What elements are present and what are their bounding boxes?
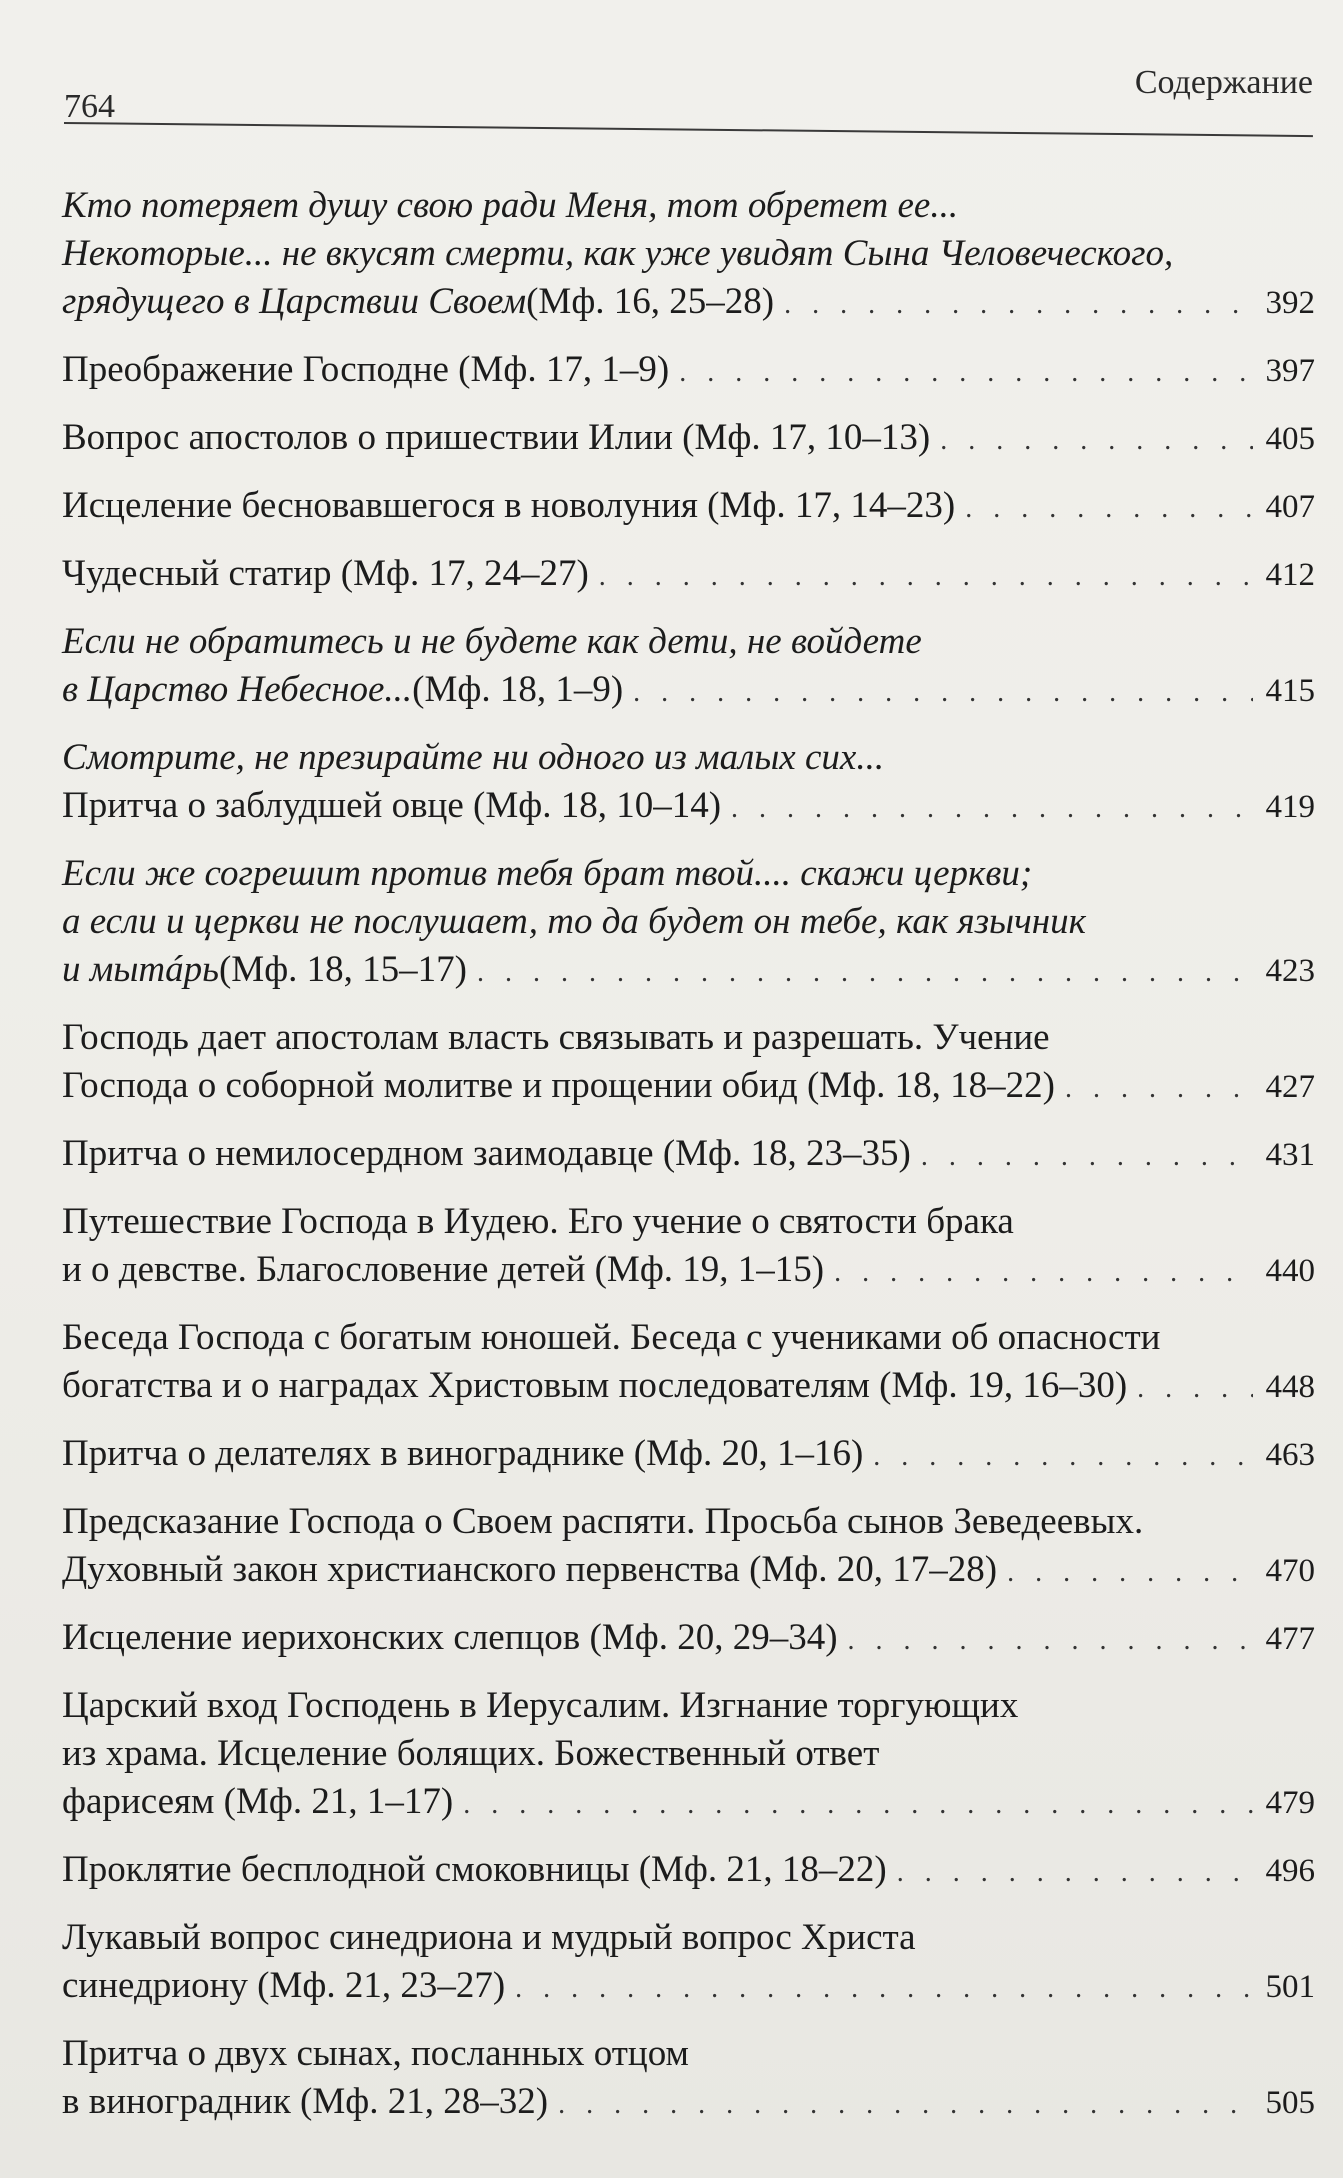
toc-entry-text: грядущего в Царствии Своем	[62, 281, 527, 322]
toc-entry	[62, 182, 1315, 329]
toc-entry	[62, 618, 1315, 717]
toc-entry-line	[62, 1062, 1315, 1113]
toc-entry	[62, 1198, 1315, 1297]
toc-entry-line	[62, 898, 1315, 946]
toc-entry	[62, 1498, 1315, 1597]
toc-entry-line	[62, 182, 1315, 230]
toc-entry-text: Господа о соборной молитве и прощении обид (Мф. 18, 18–22)	[62, 1065, 1055, 1106]
toc-entry-text: и мытáрь	[62, 949, 219, 990]
toc-entry-line	[62, 1962, 1315, 2013]
toc-entry-line	[62, 1014, 1315, 1062]
toc-page-number: 479	[1265, 1785, 1315, 1821]
toc-page-number: 431	[1265, 1137, 1315, 1173]
toc-entry-line	[62, 1730, 1315, 1778]
toc-entry-text: в Царство Небесное...	[62, 669, 413, 710]
toc-page-number: 397	[1265, 353, 1315, 389]
toc-entry-line	[62, 1130, 1315, 1181]
dot-leader	[965, 485, 1253, 533]
toc-entry-line	[62, 734, 1315, 782]
toc-page-number: 419	[1265, 789, 1315, 825]
toc-entry-line	[62, 278, 1315, 329]
dot-leader	[1065, 1065, 1253, 1113]
table-of-contents	[62, 182, 1315, 2146]
toc-entry-text: синедриону (Мф. 21, 23–27)	[62, 1965, 506, 2006]
toc-page-number: 501	[1265, 1969, 1315, 2005]
toc-entry	[62, 1914, 1315, 2013]
toc-entry-line	[62, 850, 1315, 898]
toc-entry-line	[62, 1614, 1315, 1665]
toc-page-number: 392	[1265, 285, 1315, 321]
toc-entry	[62, 2030, 1315, 2129]
toc-entry-text: Лукавый вопрос синедриона и мудрый вопрос Христа	[62, 1917, 916, 1958]
toc-entry-text: Если не обратитесь и не будете как дети, не войдете	[62, 621, 922, 662]
toc-entry-line	[62, 414, 1315, 465]
toc-entry-text: Притча о делателях в винограднике (Мф. 20, 1–16)	[62, 1433, 864, 1474]
toc-entry	[62, 482, 1315, 533]
toc-entry	[62, 1130, 1315, 1181]
toc-entry-text: Предсказание Господа о Своем распяти. Просьба сынов Зеведеевых.	[62, 1501, 1144, 1542]
toc-entry-text: Смотрите, не презирайте ни одного из малых сих...	[62, 737, 885, 778]
dot-leader	[558, 2081, 1253, 2129]
dot-leader	[784, 281, 1253, 329]
dot-leader	[731, 785, 1253, 833]
toc-entry	[62, 346, 1315, 397]
toc-entry-text: Если же согрешит против тебя брат твой.... скажи церкви;	[62, 853, 1033, 894]
toc-entry	[62, 1430, 1315, 1481]
dot-leader	[515, 1965, 1253, 2013]
toc-entry-line	[62, 1778, 1315, 1829]
page-number: 764	[64, 88, 115, 125]
toc-page-number: 405	[1265, 421, 1315, 457]
toc-entry-text: Царский вход Господень в Иерусалим. Изгнание торгующих	[62, 1685, 1019, 1726]
section-title: Содержание	[1134, 64, 1313, 101]
toc-page-number: 427	[1265, 1069, 1315, 1105]
toc-entry-line	[62, 1682, 1315, 1730]
toc-entry-line	[62, 1246, 1315, 1297]
toc-entry	[62, 550, 1315, 601]
toc-page-number: 477	[1265, 1621, 1315, 1657]
dot-leader	[633, 669, 1253, 717]
dot-leader	[848, 1617, 1253, 1665]
dot-leader	[599, 553, 1253, 601]
toc-page-number: 440	[1265, 1253, 1315, 1289]
toc-entry-line	[62, 1314, 1315, 1362]
toc-entry-reference: (Мф. 16, 25–28)	[526, 281, 775, 322]
toc-entry-text: Господь дает апостолам власть связывать и разрешать. Учение	[62, 1017, 1050, 1058]
dot-leader	[1137, 1365, 1253, 1413]
toc-entry	[62, 1846, 1315, 1897]
dot-leader	[1007, 1549, 1253, 1597]
toc-page-number: 463	[1265, 1437, 1315, 1473]
toc-entry	[62, 734, 1315, 833]
toc-entry-line	[62, 1198, 1315, 1246]
toc-entry-text: в виноградник (Мф. 21, 28–32)	[62, 2081, 549, 2122]
toc-entry-text: Проклятие бесплодной смоковницы (Мф. 21, 18–22)	[62, 1849, 887, 1890]
toc-entry	[62, 850, 1315, 997]
toc-entry-line	[62, 230, 1315, 278]
toc-page-number: 448	[1265, 1369, 1315, 1405]
toc-page-number: 470	[1265, 1553, 1315, 1589]
toc-entry-line	[62, 482, 1315, 533]
toc-entry-reference: (Мф. 18, 15–17)	[218, 949, 467, 990]
toc-entry	[62, 1314, 1315, 1413]
toc-entry-reference: (Мф. 18, 1–9)	[412, 669, 624, 710]
toc-entry	[62, 1614, 1315, 1665]
page-header	[64, 58, 1313, 128]
toc-entry-line	[62, 782, 1315, 833]
toc-page-number: 407	[1265, 489, 1315, 525]
toc-page-number: 415	[1265, 673, 1315, 709]
toc-page-number: 496	[1265, 1853, 1315, 1889]
toc-entry-text: богатства и о наградах Христовым последователям (Мф. 19, 16–30)	[62, 1365, 1128, 1406]
dot-leader	[897, 1849, 1253, 1897]
toc-entry	[62, 1014, 1315, 1113]
toc-entry-line	[62, 2030, 1315, 2078]
toc-entry-line	[62, 1846, 1315, 1897]
dot-leader	[679, 349, 1253, 397]
toc-entry-text: фарисеям (Мф. 21, 1–17)	[62, 1781, 454, 1822]
toc-entry-line	[62, 1914, 1315, 1962]
toc-entry	[62, 1682, 1315, 1829]
toc-entry-text: Кто потеряет душу свою ради Меня, тот обретет ее...	[62, 185, 959, 226]
toc-page-number: 505	[1265, 2085, 1315, 2121]
toc-entry-line	[62, 1546, 1315, 1597]
toc-entry-text: Вопрос апостолов о пришествии Илии (Мф. 17, 10–13)	[62, 417, 931, 458]
dot-leader	[463, 1781, 1253, 1829]
dot-leader	[477, 949, 1253, 997]
toc-page-number: 412	[1265, 557, 1315, 593]
toc-entry	[62, 414, 1315, 465]
toc-page-number: 423	[1265, 953, 1315, 989]
dot-leader	[873, 1433, 1253, 1481]
toc-entry-line	[62, 1498, 1315, 1546]
dot-leader	[834, 1249, 1253, 1297]
toc-entry-text: Чудесный статир (Мф. 17, 24–27)	[62, 553, 589, 594]
toc-entry-text: Притча о двух сынах, посланных отцом	[62, 2033, 689, 2074]
toc-entry-line	[62, 346, 1315, 397]
toc-entry-text: из храма. Исцеление болящих. Божественный ответ	[62, 1733, 880, 1774]
toc-entry-line	[62, 618, 1315, 666]
toc-entry-line	[62, 2078, 1315, 2129]
toc-entry-text: Некоторые... не вкусят смерти, как уже увидят Сына Человеческого,	[62, 233, 1174, 274]
toc-entry-line	[62, 550, 1315, 601]
toc-entry-text: Притча о немилосердном заимодавце (Мф. 18, 23–35)	[62, 1133, 911, 1174]
dot-leader	[940, 417, 1253, 465]
toc-entry-text: Беседа Господа с богатым юношей. Беседа с учениками об опасности	[62, 1317, 1161, 1358]
toc-entry-text: Путешествие Господа в Иудею. Его учение о святости брака	[62, 1201, 1014, 1242]
dot-leader	[921, 1133, 1253, 1181]
toc-entry-text: и о девстве. Благословение детей (Мф. 19, 1–15)	[62, 1249, 825, 1290]
toc-entry-text: Духовный закон христианского первенства (Мф. 20, 17–28)	[62, 1549, 998, 1590]
toc-entry-text: а если и церкви не послушает, то да будет он тебе, как язычник	[62, 901, 1086, 942]
toc-entry-text: Исцеление иерихонских слепцов (Мф. 20, 29–34)	[62, 1617, 838, 1658]
toc-entry-text: Притча о заблудшей овце (Мф. 18, 10–14)	[62, 785, 722, 826]
toc-entry-text: Преображение Господне (Мф. 17, 1–9)	[62, 349, 670, 390]
toc-entry-line	[62, 1362, 1315, 1413]
toc-entry-line	[62, 1430, 1315, 1481]
toc-entry-line	[62, 666, 1315, 717]
header-rule	[64, 122, 1313, 137]
toc-entry-text: Исцеление бесновавшегося в новолуния (Мф. 17, 14–23)	[62, 485, 956, 526]
toc-entry-line	[62, 946, 1315, 997]
